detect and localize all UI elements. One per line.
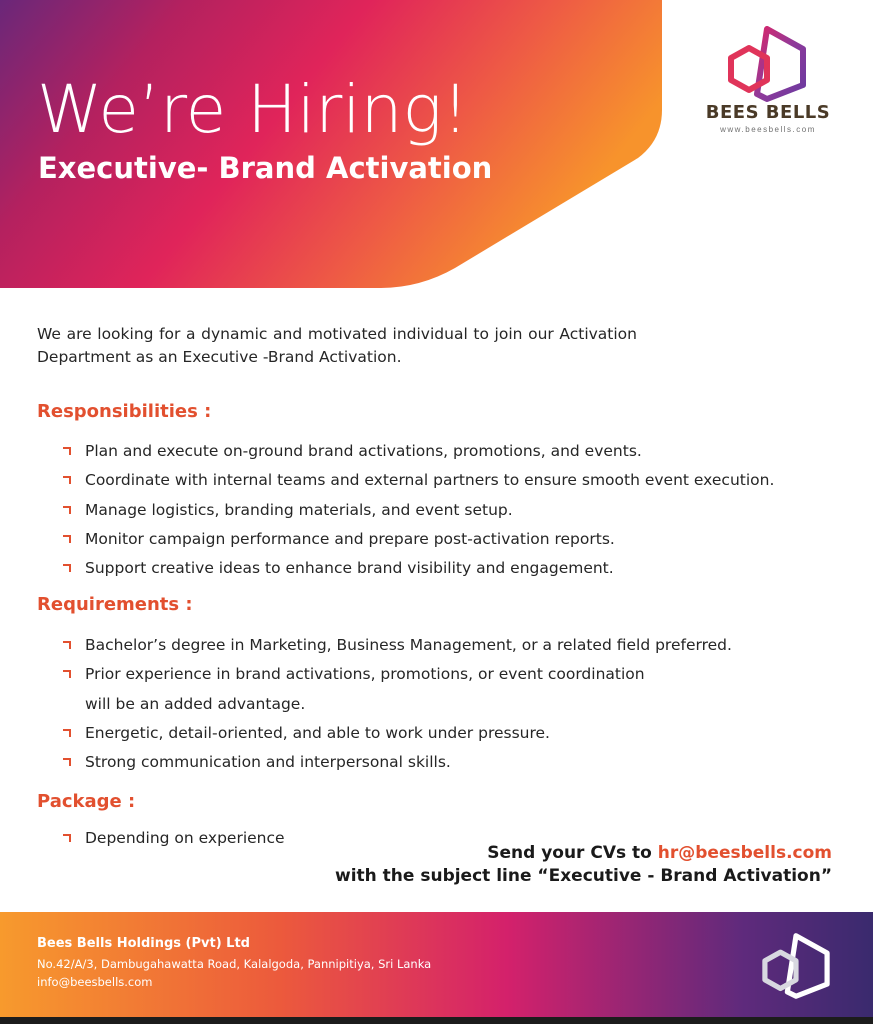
list-item: Support creative ideas to enhance brand visibility and engagement. [63, 554, 774, 583]
footer-bar [0, 1017, 873, 1024]
cta-text: Send your CVs to [487, 843, 658, 863]
bullet-icon [63, 641, 71, 649]
application-instructions [335, 842, 832, 888]
job-title: Executive- Brand Activation [38, 151, 493, 185]
responsibilities-heading: Responsibilities : [37, 401, 212, 422]
bullet-icon [63, 834, 71, 842]
page-title: We’re Hiring! [37, 71, 469, 148]
logo-name: BEES BELLS [705, 102, 831, 123]
list-item: Bachelor’s degree in Marketing, Business Management, or a related field preferred. [63, 631, 732, 660]
list-item: Monitor campaign performance and prepare post-activation reports. [63, 525, 774, 554]
list-item-continuation: will be an added advantage. [85, 694, 306, 713]
footer-email-link[interactable]: info@beesbells.com [37, 975, 153, 989]
bullet-icon [63, 729, 71, 737]
hexagon-logo-icon [758, 930, 834, 1002]
footer [0, 912, 873, 1024]
intro-text: We are looking for a dynamic and motivated individual to join our Activation Department as an Executive -Brand Activation. [37, 325, 637, 366]
requirements-heading: Requirements : [37, 594, 193, 615]
bullet-icon [63, 506, 71, 514]
list-item: Manage logistics, branding materials, and event setup. [63, 496, 774, 525]
list-item: Strong communication and interpersonal skills. [63, 748, 732, 777]
hexagon-logo-icon [723, 26, 811, 102]
list-item: Plan and execute on-ground brand activations, promotions, and events. [63, 437, 774, 466]
footer-company-name: Bees Bells Holdings (Pvt) Ltd [37, 936, 250, 951]
company-logo [700, 26, 840, 138]
bullet-icon [63, 564, 71, 572]
responsibilities-list [63, 437, 774, 583]
list-item: Prior experience in brand activations, promotions, or event coordination will be an added advantage. [63, 660, 732, 719]
bullet-icon [63, 758, 71, 766]
bullet-icon [63, 535, 71, 543]
bullet-icon [63, 476, 71, 484]
cta-subject-line: with the subject line “Executive - Brand Activation” [334, 866, 832, 886]
requirements-list [63, 631, 732, 777]
package-heading: Package : [37, 791, 136, 812]
list-item: Coordinate with internal teams and external partners to ensure smooth event execution. [63, 466, 774, 495]
hr-email-link[interactable]: hr@beesbells.com [657, 843, 832, 863]
package-list [63, 824, 285, 853]
list-item: Energetic, detail-oriented, and able to work under pressure. [63, 719, 732, 748]
bullet-icon [63, 670, 71, 678]
bullet-icon [63, 447, 71, 455]
list-item: Depending on experience [63, 824, 285, 853]
logo-url: www.beesbells.com [720, 125, 816, 134]
footer-address: No.42/A/3, Dambugahawatta Road, Kalalgoda, Pannipitiya, Sri Lanka [37, 957, 432, 971]
